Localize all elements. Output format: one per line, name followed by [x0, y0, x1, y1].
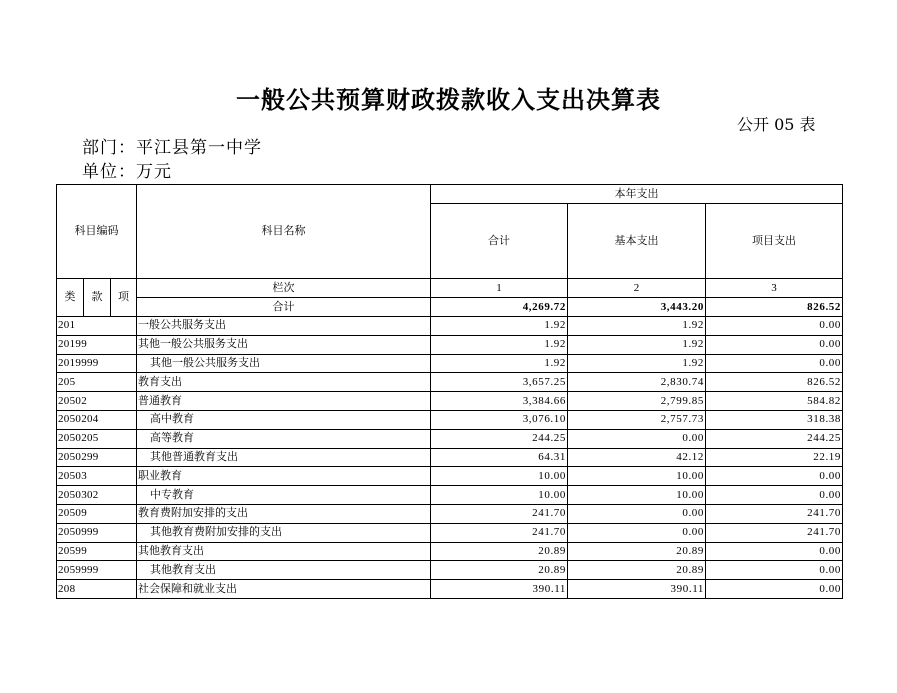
basic-expenditure-cell: 2,799.85 [568, 392, 706, 411]
subject-name-cell: 其他教育支出 [137, 561, 431, 580]
subject-code-cell: 2050302 [57, 486, 137, 505]
table-body [57, 317, 843, 599]
subject-name-cell: 职业教育 [137, 467, 431, 486]
subject-name-cell: 教育支出 [137, 373, 431, 392]
table-row [57, 335, 843, 354]
column-index-label: 栏次 [137, 279, 431, 298]
header-row-1 [57, 185, 843, 204]
total-cell: 64.31 [431, 448, 568, 467]
total-cell: 1.92 [431, 335, 568, 354]
table-row [57, 392, 843, 411]
subject-name-cell: 其他教育费附加安排的支出 [137, 523, 431, 542]
project-expenditure-cell: 826.52 [706, 373, 843, 392]
project-expenditure-cell: 318.38 [706, 410, 843, 429]
basic-expenditure-cell: 390.11 [568, 580, 706, 599]
total-row-basic-expenditure: 3,443.20 [568, 298, 706, 317]
total-cell: 10.00 [431, 486, 568, 505]
column-index-row [57, 279, 843, 298]
basic-expenditure-cell: 1.92 [568, 354, 706, 373]
project-expenditure-cell: 0.00 [706, 467, 843, 486]
table-row [57, 410, 843, 429]
subject-name-cell: 普通教育 [137, 392, 431, 411]
project-expenditure-cell: 0.00 [706, 335, 843, 354]
basic-expenditure-cell: 20.89 [568, 561, 706, 580]
subject-name-cell: 一般公共服务支出 [137, 317, 431, 336]
subject-code-cell: 20503 [57, 467, 137, 486]
total-cell: 20.89 [431, 561, 568, 580]
subject-code-cell: 2019999 [57, 354, 137, 373]
subject-code-cell: 201 [57, 317, 137, 336]
column-index-1: 1 [431, 279, 568, 298]
table-row [57, 542, 843, 561]
table-row [57, 354, 843, 373]
total-row [57, 298, 843, 317]
category-header: 类 [57, 279, 84, 317]
project-expenditure-cell: 0.00 [706, 354, 843, 373]
total-cell: 244.25 [431, 429, 568, 448]
current-year-expenditure-header: 本年支出 [431, 185, 843, 204]
subject-name-cell: 高等教育 [137, 429, 431, 448]
basic-expenditure-cell: 20.89 [568, 542, 706, 561]
basic-expenditure-cell: 0.00 [568, 429, 706, 448]
total-cell: 390.11 [431, 580, 568, 599]
budget-table [56, 184, 843, 599]
subject-code-cell: 2050205 [57, 429, 137, 448]
form-number: 公开 05 表 [737, 115, 816, 134]
basic-expenditure-cell: 2,830.74 [568, 373, 706, 392]
subject-code-header: 科目编码 [57, 185, 137, 279]
subject-code-cell: 2050204 [57, 410, 137, 429]
subject-code-cell: 20502 [57, 392, 137, 411]
table-row [57, 580, 843, 599]
total-cell: 3,657.25 [431, 373, 568, 392]
table-row [57, 429, 843, 448]
unit-label: 单位：万元 [82, 162, 172, 182]
table-row [57, 486, 843, 505]
column-index-2: 2 [568, 279, 706, 298]
basic-expenditure-cell: 0.00 [568, 504, 706, 523]
subject-name-cell: 中专教育 [137, 486, 431, 505]
page-title: 一般公共预算财政拨款收入支出决算表 [236, 85, 661, 114]
subject-code-cell: 20199 [57, 335, 137, 354]
table-row [57, 467, 843, 486]
basic-expenditure-header: 基本支出 [568, 204, 706, 279]
total-row-total: 4,269.72 [431, 298, 568, 317]
table-row [57, 561, 843, 580]
project-expenditure-cell: 0.00 [706, 561, 843, 580]
table-row [57, 317, 843, 336]
subject-name-cell: 其他一般公共服务支出 [137, 335, 431, 354]
project-expenditure-cell: 241.70 [706, 504, 843, 523]
subject-code-cell: 205 [57, 373, 137, 392]
department-label: 部门：平江县第一中学 [82, 138, 262, 158]
column-index-3: 3 [706, 279, 843, 298]
basic-expenditure-cell: 0.00 [568, 523, 706, 542]
total-cell: 241.70 [431, 504, 568, 523]
subject-code-cell: 2059999 [57, 561, 137, 580]
basic-expenditure-cell: 1.92 [568, 317, 706, 336]
subject-code-cell: 20599 [57, 542, 137, 561]
subject-name-header: 科目名称 [137, 185, 431, 279]
total-cell: 1.92 [431, 317, 568, 336]
table-row [57, 448, 843, 467]
total-row-label: 合计 [137, 298, 431, 317]
subject-code-cell: 20509 [57, 504, 137, 523]
subject-name-cell: 教育费附加安排的支出 [137, 504, 431, 523]
subject-name-cell: 其他教育支出 [137, 542, 431, 561]
item-header: 项 [111, 279, 137, 317]
section-header: 款 [84, 279, 111, 317]
table-row [57, 504, 843, 523]
basic-expenditure-cell: 10.00 [568, 486, 706, 505]
table-row [57, 523, 843, 542]
project-expenditure-cell: 244.25 [706, 429, 843, 448]
total-cell: 3,384.66 [431, 392, 568, 411]
total-cell: 241.70 [431, 523, 568, 542]
subject-code-cell: 2050999 [57, 523, 137, 542]
project-expenditure-cell: 0.00 [706, 542, 843, 561]
total-cell: 1.92 [431, 354, 568, 373]
subject-code-cell: 2050299 [57, 448, 137, 467]
subject-name-cell: 社会保障和就业支出 [137, 580, 431, 599]
basic-expenditure-cell: 42.12 [568, 448, 706, 467]
subject-code-cell: 208 [57, 580, 137, 599]
total-cell: 3,076.10 [431, 410, 568, 429]
basic-expenditure-cell: 1.92 [568, 335, 706, 354]
total-cell: 20.89 [431, 542, 568, 561]
basic-expenditure-cell: 10.00 [568, 467, 706, 486]
total-header: 合计 [431, 204, 568, 279]
project-expenditure-cell: 22.19 [706, 448, 843, 467]
table-row [57, 373, 843, 392]
project-expenditure-cell: 0.00 [706, 317, 843, 336]
project-expenditure-cell: 584.82 [706, 392, 843, 411]
total-cell: 10.00 [431, 467, 568, 486]
project-expenditure-header: 项目支出 [706, 204, 843, 279]
total-row-project-expenditure: 826.52 [706, 298, 843, 317]
basic-expenditure-cell: 2,757.73 [568, 410, 706, 429]
subject-name-cell: 高中教育 [137, 410, 431, 429]
project-expenditure-cell: 0.00 [706, 486, 843, 505]
project-expenditure-cell: 241.70 [706, 523, 843, 542]
subject-name-cell: 其他一般公共服务支出 [137, 354, 431, 373]
subject-name-cell: 其他普通教育支出 [137, 448, 431, 467]
project-expenditure-cell: 0.00 [706, 580, 843, 599]
